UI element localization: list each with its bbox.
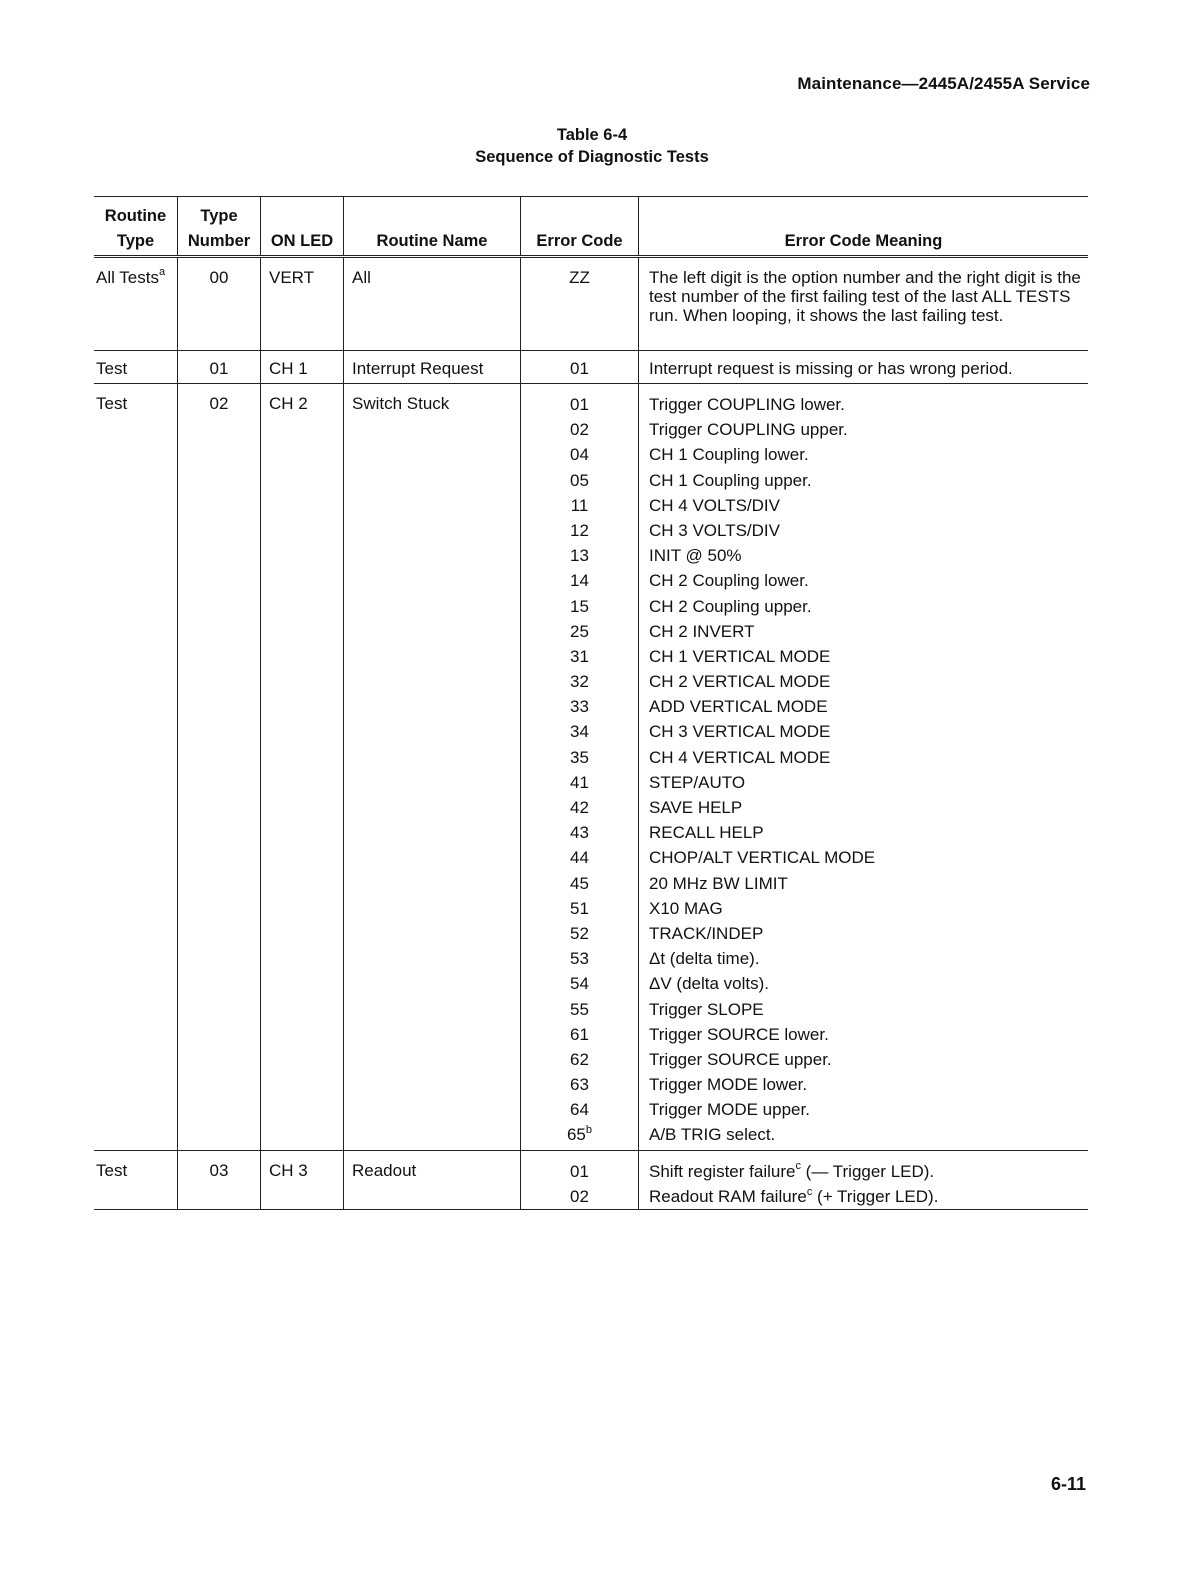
routine-type: Test: [96, 359, 128, 378]
error-meaning: ADD VERTICAL MODE: [649, 697, 828, 717]
header-type-number: Type Number: [177, 197, 260, 255]
routine-name: Switch Stuck: [352, 394, 450, 413]
error-code: 43: [570, 823, 589, 843]
error-meaning: Trigger COUPLING lower.: [649, 395, 845, 414]
error-meaning: Trigger SLOPE: [649, 999, 764, 1019]
table-header-row: [94, 196, 1088, 258]
error-meaning-list: [639, 392, 1088, 1148]
error-meaning: TRACK/INDEP: [649, 923, 764, 943]
error-code: 61: [570, 1024, 589, 1044]
header-error-meaning: Error Code Meaning: [638, 197, 1088, 255]
error-code: 55: [570, 999, 589, 1019]
error-meaning: Trigger MODE upper.: [649, 1100, 810, 1120]
error-code: 32: [570, 672, 589, 692]
error-meaning: Readout RAM failure$^c$ (+ Trigger LED).: [649, 1185, 939, 1207]
on-led: CH 3: [269, 1161, 308, 1180]
error-code-list: [521, 1159, 638, 1209]
error-meaning: CH 3 VOLTS/DIV: [649, 520, 780, 540]
error-code: 11: [570, 495, 589, 515]
table-caption: Sequence of Diagnostic Tests: [475, 148, 709, 166]
error-meaning: Interrupt request is missing or has wrong period.: [649, 359, 1013, 378]
error-meaning: CH 3 VERTICAL MODE: [649, 722, 831, 742]
routine-type: Test: [96, 1161, 128, 1180]
error-meaning: A/B TRIG select.: [649, 1125, 776, 1145]
header-error-code: Error Code: [520, 197, 638, 255]
on-led: CH 1: [269, 359, 308, 378]
error-code: ZZ: [569, 268, 590, 287]
page-number: 6-11: [1050, 1474, 1086, 1494]
error-meaning: SAVE HELP: [649, 798, 743, 817]
error-meaning: CH 4 VOLTS/DIV: [649, 495, 780, 515]
error-code: 62: [570, 1049, 589, 1069]
table-row: [94, 384, 1088, 1151]
table-row: [94, 258, 1088, 351]
error-meaning: CH 1 Coupling upper.: [649, 470, 812, 490]
error-code: 31: [570, 646, 589, 666]
error-meaning: STEP/AUTO: [649, 772, 746, 792]
error-code: 45: [570, 873, 589, 893]
on-led: CH 2: [269, 394, 308, 413]
error-code: 04: [570, 445, 589, 465]
routine-name: Interrupt Request: [352, 359, 484, 378]
error-meaning: CH 2 Coupling lower.: [649, 571, 809, 591]
error-meaning: Δt (delta time).: [649, 949, 760, 969]
error-meaning: Trigger SOURCE lower.: [649, 1024, 829, 1044]
routine-type: Test: [96, 394, 128, 413]
error-meaning: CH 2 Coupling upper.: [649, 596, 812, 616]
on-led: VERT: [269, 268, 315, 287]
routine-type: All Tests$^a$: [96, 266, 166, 287]
header-on-led: ON LED: [260, 197, 343, 255]
routine-name: Readout: [352, 1161, 417, 1180]
error-code: 63: [570, 1075, 589, 1095]
error-code: 25: [570, 621, 589, 641]
error-meaning: CH 1 Coupling lower.: [649, 445, 809, 465]
type-number: 02: [209, 394, 229, 413]
error-code: 12: [570, 520, 589, 540]
error-code: 02: [570, 420, 589, 440]
error-meaning: RECALL HELP: [649, 823, 764, 843]
error-meaning: Trigger MODE lower.: [649, 1075, 808, 1095]
table-title: [0, 124, 1184, 168]
type-number: 00: [209, 268, 229, 287]
table-row: [94, 351, 1088, 384]
routine-name: All: [352, 268, 371, 287]
error-code: 15: [570, 596, 589, 616]
header-routine-name: Routine Name: [343, 197, 520, 255]
table-row: [94, 1151, 1088, 1210]
error-meaning: ΔV (delta volts).: [649, 974, 770, 994]
error-code-list: [521, 392, 638, 1148]
header-routine-type: Routine Type: [104, 207, 167, 250]
error-meaning: CHOP/ALT VERTICAL MODE: [649, 848, 876, 868]
error-meaning: CH 4 VERTICAL MODE: [649, 747, 831, 767]
error-meaning: 20 MHz BW LIMIT: [649, 873, 788, 893]
diagnostic-tests-table: [94, 196, 1088, 1210]
error-meaning: Shift register failure$^c$ (— Trigger LED).: [649, 1160, 935, 1181]
error-meaning-list: [639, 1159, 1088, 1209]
error-code: 42: [570, 798, 589, 817]
error-code: 41: [570, 772, 589, 792]
error-code: 53: [570, 949, 589, 969]
page-header: Maintenance—2445A/2455A Service: [797, 74, 1090, 93]
error-code: 01: [570, 1162, 589, 1181]
error-meaning: Trigger SOURCE upper.: [649, 1049, 832, 1069]
error-code: 01: [570, 395, 589, 414]
error-meaning: X10 MAG: [649, 898, 723, 918]
error-code: 13: [570, 546, 589, 566]
error-code: 05: [570, 470, 589, 490]
error-code: 35: [570, 747, 589, 767]
error-meaning: The left digit is the option number and the right digit is the test number of the first failing test of the last ALL TESTS run. When looping, it shows the last failing test.: [649, 268, 1081, 325]
error-code: 33: [570, 697, 589, 717]
error-meaning: CH 1 VERTICAL MODE: [649, 646, 831, 666]
error-meaning: CH 2 VERTICAL MODE: [649, 672, 831, 692]
error-code: 52: [570, 923, 589, 943]
error-code: 14: [570, 571, 589, 591]
error-code: 51: [570, 898, 589, 918]
table-number: Table 6-4: [556, 126, 628, 144]
error-code: 64: [570, 1100, 589, 1120]
type-number: 01: [209, 359, 229, 378]
error-code: 34: [570, 722, 589, 742]
error-meaning: INIT @ 50%: [649, 546, 742, 566]
error-meaning: Trigger COUPLING upper.: [649, 420, 848, 440]
error-code: 54: [570, 974, 589, 994]
error-code: 01: [570, 359, 589, 378]
error-code: 02: [570, 1187, 589, 1207]
error-code: 65$^b$: [566, 1123, 593, 1145]
error-meaning: CH 2 INVERT: [649, 621, 755, 641]
error-code: 44: [570, 848, 589, 868]
type-number: 03: [209, 1161, 229, 1180]
